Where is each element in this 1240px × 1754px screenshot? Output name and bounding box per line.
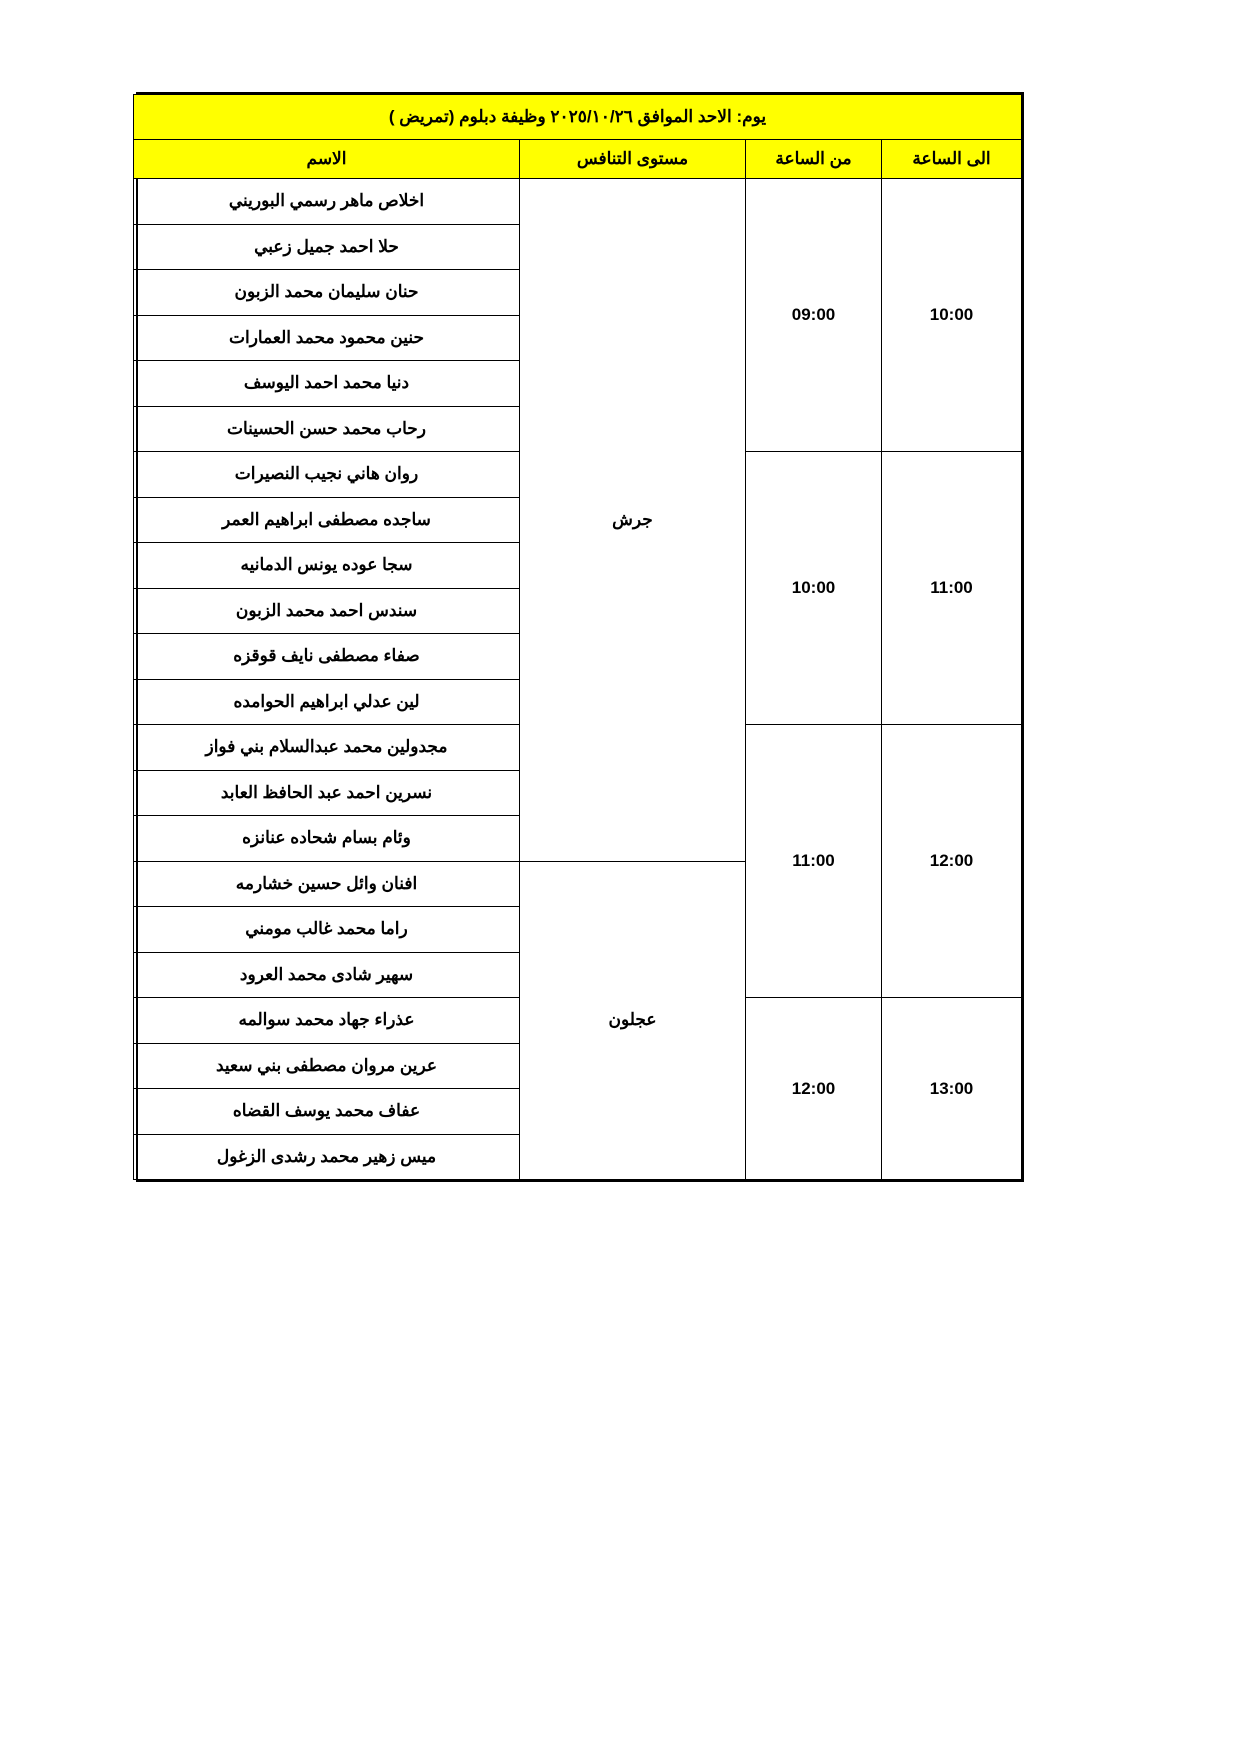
name-cell: سندس احمد محمد الزبون	[134, 588, 520, 634]
name-cell: سهير شادى محمد العرود	[134, 952, 520, 998]
header-name: الاسم	[134, 140, 520, 179]
schedule-table	[133, 94, 1022, 1180]
name-cell: لين عدلي ابراهيم الحوامده	[134, 679, 520, 725]
schedule-sheet	[136, 92, 1024, 1182]
from-time-cell: 12:00	[746, 998, 882, 1180]
name-cell: حلا احمد جميل زعبي	[134, 224, 520, 270]
name-cell: راما محمد غالب مومني	[134, 907, 520, 953]
name-cell: ميس زهير محمد رشدى الزغول	[134, 1134, 520, 1180]
table-header-row	[134, 140, 1022, 179]
name-cell: رحاب محمد حسن الحسينات	[134, 406, 520, 452]
name-cell: وئام بسام شحاده عنانزه	[134, 816, 520, 862]
to-time-cell: 13:00	[882, 998, 1022, 1180]
to-time-cell: 12:00	[882, 725, 1022, 998]
name-cell: عذراء جهاد محمد سوالمه	[134, 998, 520, 1044]
to-time-cell: 11:00	[882, 452, 1022, 725]
name-cell: سجا عوده يونس الدمانيه	[134, 543, 520, 589]
table-row	[134, 179, 1022, 225]
from-time-cell: 11:00	[746, 725, 882, 998]
name-cell: حنين محمود محمد العمارات	[134, 315, 520, 361]
header-to-time: الى الساعة	[882, 140, 1022, 179]
document-title: يوم: الاحد الموافق ٢٠٢٥/١٠/٢٦ وظيفة دبلوم (تمريض )	[134, 95, 1022, 140]
header-competition-level: مستوى التنافس	[520, 140, 746, 179]
from-time-cell: 09:00	[746, 179, 882, 452]
name-cell: افنان وائل حسين خشارمه	[134, 861, 520, 907]
name-cell: ساجده مصطفى ابراهيم العمر	[134, 497, 520, 543]
table-title-row	[134, 95, 1022, 140]
header-from-time: من الساعة	[746, 140, 882, 179]
name-cell: اخلاص ماهر رسمي البوريني	[134, 179, 520, 225]
name-cell: نسرين احمد عبد الحافظ العابد	[134, 770, 520, 816]
name-cell: عرين مروان مصطفى بني سعيد	[134, 1043, 520, 1089]
name-cell: عفاف محمد يوسف القضاه	[134, 1089, 520, 1135]
level-cell: جرش	[520, 179, 746, 862]
name-cell: صفاء مصطفى نايف قوقزه	[134, 634, 520, 680]
name-cell: مجدولين محمد عبدالسلام بني فواز	[134, 725, 520, 771]
level-cell: عجلون	[520, 861, 746, 1180]
name-cell: حنان سليمان محمد الزبون	[134, 270, 520, 316]
name-cell: روان هاني نجيب النصيرات	[134, 452, 520, 498]
to-time-cell: 10:00	[882, 179, 1022, 452]
name-cell: دنيا محمد احمد اليوسف	[134, 361, 520, 407]
from-time-cell: 10:00	[746, 452, 882, 725]
